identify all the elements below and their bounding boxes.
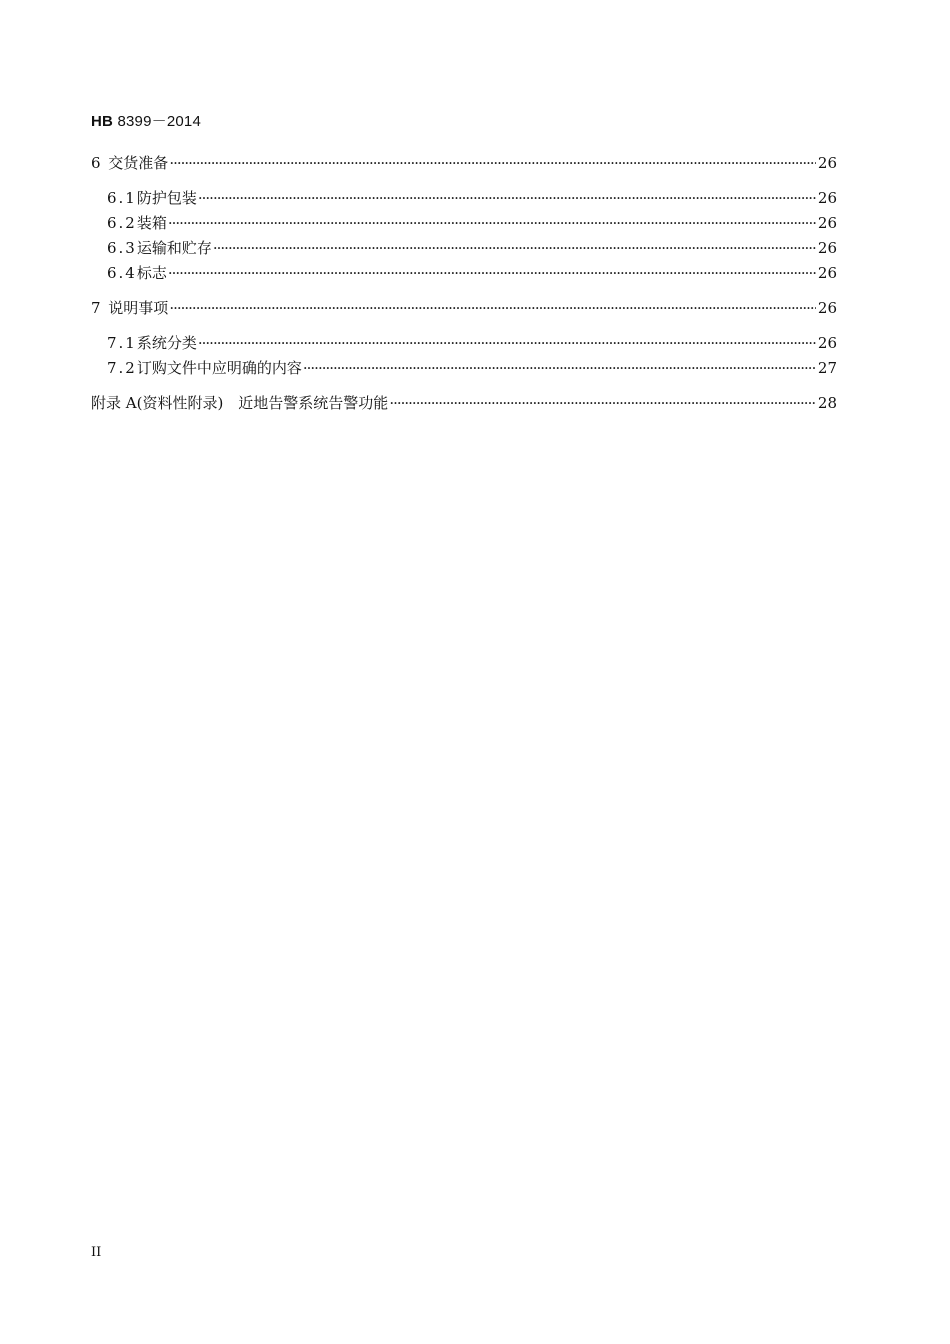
toc-entry-title: 装箱 [136, 214, 167, 232]
toc-entry-number: 6.1 [107, 189, 137, 207]
toc-entry-page: 26 [817, 189, 837, 207]
toc-entry[interactable] [107, 212, 837, 236]
toc-entry-number: 6 [91, 154, 101, 172]
toc-entry-page: 27 [817, 359, 837, 377]
toc-entry-number: 6.4 [107, 264, 137, 282]
toc-entry-appendix[interactable] [91, 392, 837, 416]
toc-entry-title: 系统分类 [136, 334, 197, 352]
toc-entry-title: 附录 A(资料性附录) 近地告警系统告警功能 [91, 394, 389, 412]
page-number: II [91, 1245, 102, 1260]
toc-entry-page: 26 [817, 214, 837, 232]
toc-leader-dots [168, 264, 816, 282]
toc-entry-page: 26 [817, 154, 837, 172]
toc-leader-dots [198, 189, 816, 207]
toc-entry[interactable] [91, 152, 837, 176]
toc-entry-title: 交货准备 [108, 154, 169, 172]
toc-leader-dots [169, 299, 816, 317]
toc-entry-number: 6.3 [107, 239, 137, 257]
toc-entry-number: 7 [91, 299, 101, 317]
standard-number: 8399－2014 [113, 113, 201, 130]
toc-entry-title: 防护包装 [136, 189, 197, 207]
toc-entry[interactable] [107, 262, 837, 286]
toc-entry-title: 运输和贮存 [136, 239, 212, 257]
toc-leader-dots [389, 394, 816, 412]
toc-entry[interactable] [107, 237, 837, 261]
toc-entry-page: 26 [817, 239, 837, 257]
toc-leader-dots [168, 214, 816, 232]
toc-entry-title: 订购文件中应明确的内容 [136, 359, 302, 377]
toc-entry[interactable] [107, 357, 837, 381]
toc-entry[interactable] [107, 332, 837, 356]
toc-leader-dots [213, 239, 816, 257]
toc-entry-page: 26 [817, 334, 837, 352]
toc-entry-page: 28 [817, 394, 837, 412]
toc-entry-page: 26 [817, 299, 837, 317]
toc-entry-number: 7.2 [107, 359, 137, 377]
toc-leader-dots [303, 359, 816, 377]
document-header [91, 110, 201, 131]
toc-entry-number: 6.2 [107, 214, 137, 232]
toc-leader-dots [198, 334, 816, 352]
toc-entry-title: 标志 [136, 264, 167, 282]
toc-entry[interactable] [107, 187, 837, 211]
standard-code: HB [91, 113, 114, 130]
toc-entry-page: 26 [817, 264, 837, 282]
toc-entry[interactable] [91, 297, 837, 321]
toc-entry-number: 7.1 [107, 334, 137, 352]
toc-leader-dots [169, 154, 816, 172]
toc-entry-title: 说明事项 [108, 299, 169, 317]
